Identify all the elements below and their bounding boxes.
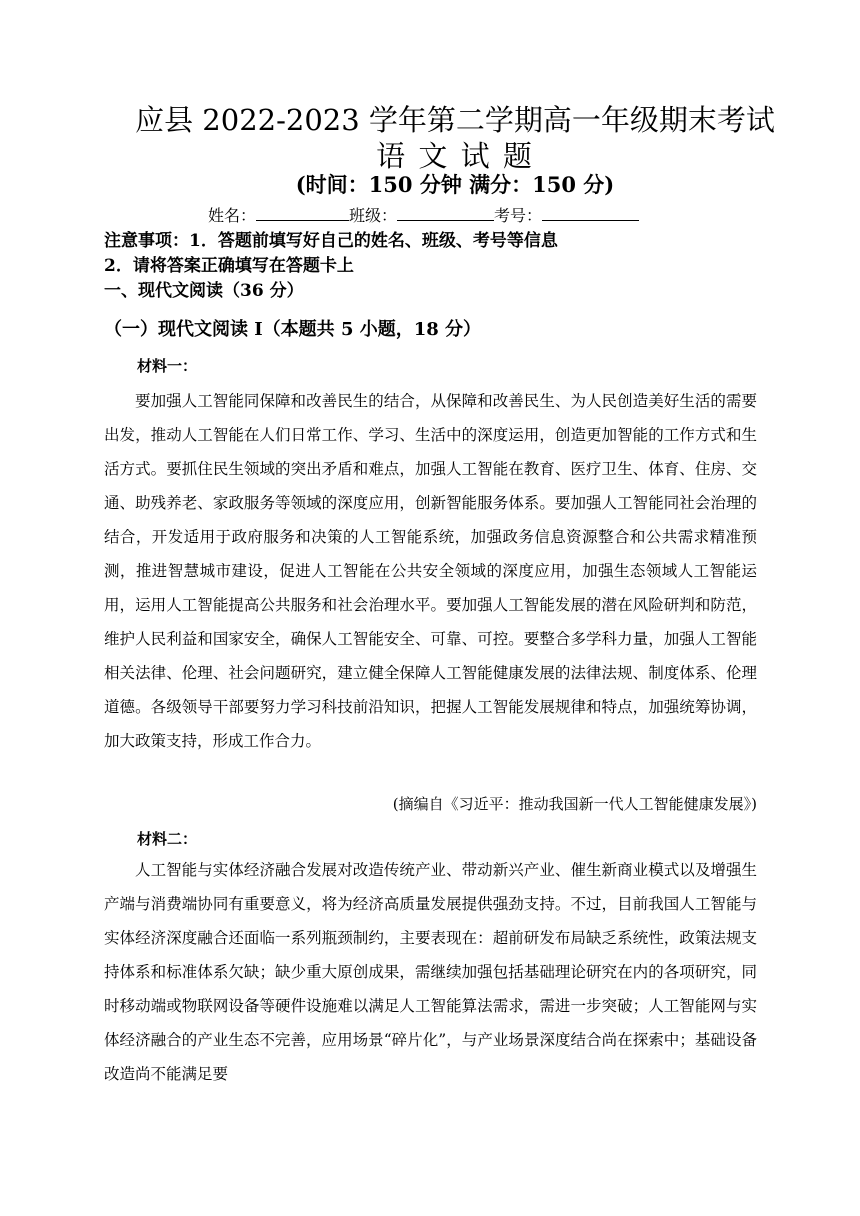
notes-line-2: 2．请将答案正确填写在答题卡上 (104, 256, 354, 276)
student-info-row (208, 205, 639, 227)
exam-title: 应县 2022-2023 学年第二学期高一年级期末考试 (135, 103, 775, 137)
class-label: 班级： (349, 206, 398, 225)
id-label: 考号： (494, 206, 543, 225)
exam-subject: 语 文 试 题 (376, 139, 534, 173)
material-1-source: (摘编自《习近平：推动我国新一代人工智能健康发展》) (392, 795, 757, 813)
material-2-label: 材料二： (137, 830, 198, 848)
material-2-paragraph (104, 853, 757, 1091)
notes-line-1: 注意事项：1．答题前填写好自己的姓名、班级、考号等信息 (104, 231, 558, 251)
material-2-text: 人工智能与实体经济融合发展对改造传统产业、带动新兴产业、催生新商业模式以及增强生产端与消费端协同有重要意义，将为经济高质量发展提供强劲支持。不过，目前我国人工智能与实体经济深度融合还面临一系列瓶颈制约，主要表现在：超前研发布局缺乏系统性，政策法规支持体系和标准体系欠缺；缺少重大原创成果，需继续加强包括基础理论研究在内的各项研究，同时移动端或物联网设备等硬件设施难以满足人工智能算法需求，需进一步突破；人工智能网与实体经济融合的产业生态不完善，应用场景“碎片化”，与产业场景深度结合尚在探索中；基础设备改造尚不能满足要 (104, 861, 757, 1083)
material-1-paragraph (104, 384, 757, 758)
material-1-text: 要加强人工智能同保障和改善民生的结合，从保障和改善民生、为人民创造美好生活的需要出发，推动人工智能在人们日常工作、学习、生活中的深度运用，创造更加智能的工作方式和生活方式。要抓住民生领域的突出矛盾和难点，加强人工智能在教育、医疗卫生、体育、住房、交通、助残养老、家政服务等领域的深度应用，创新智能服务体系。要加强人工智能同社会治理的结合，开发适用于政府服务和决策的人工智能系统，加强政务信息资源整合和公共需求精准预测，推进智慧城市建设，促进人工智能在公共安全领域的深度应用，加强生态领域人工智能运用，运用人工智能提高公共服务和社会治理水平。要加强人工智能发展的潜在风险研判和防范，维护人民利益和国家安全，确保人工智能安全、可靠、可控。要整合多学科力量，加强人工智能相关法律、伦理、社会问题研究，建立健全保障人工智能健康发展的法律法规、制度体系、伦理道德。各级领导干部要努力学习科技前沿知识，把握人工智能发展规律和特点，加强统筹协调，加大政策支持，形成工作合力。 (104, 392, 757, 750)
class-blank[interactable] (397, 205, 494, 221)
exam-time-score: (时间：150 分钟 满分：150 分) (295, 172, 615, 197)
subsection-title: （一）现代文阅读 I（本题共 5 小题，18 分） (104, 319, 482, 340)
name-blank[interactable] (256, 205, 349, 221)
name-label: 姓名： (208, 206, 257, 225)
section-title: 一、现代文阅读（36 分） (104, 281, 304, 301)
id-blank[interactable] (542, 205, 639, 221)
material-1-label: 材料一： (137, 357, 198, 375)
